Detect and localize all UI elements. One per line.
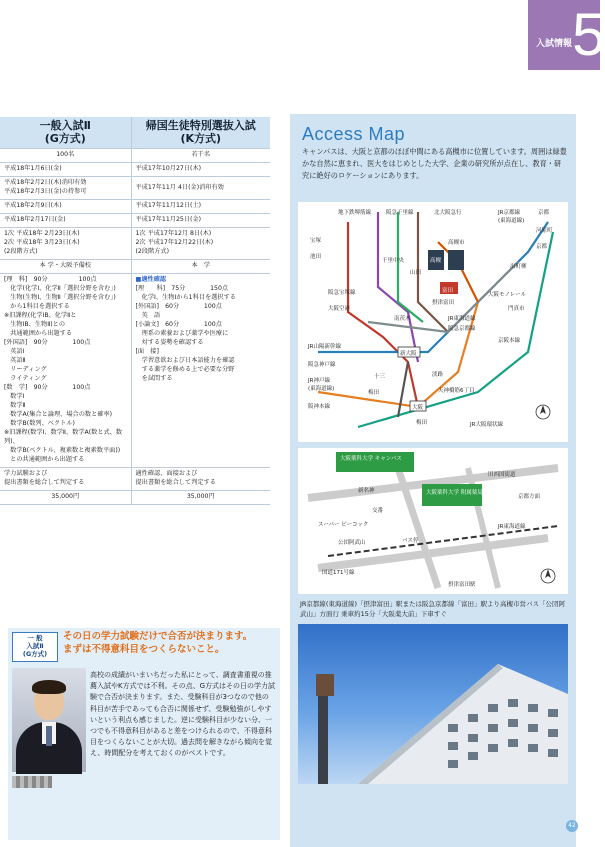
map-label: 阪急宝塚線	[328, 290, 356, 296]
student-photo	[12, 668, 86, 772]
access-description: キャンパスは、大阪と京都のほぼ中間にある高槻市に位置しています。周囲は緑豊かな自然に恵まれ、医大をはじめとした大学、企業の研究所が点在し、教育・研究に絶好のロケーションにあります。	[302, 147, 567, 180]
cell-general: 平成18年2月9日(木)	[0, 200, 131, 214]
map-label: (東海道線)	[308, 386, 335, 392]
map-label: 大阪空港	[328, 306, 351, 312]
map-label: 高槻市	[448, 240, 465, 246]
access-map-title: Access Map	[302, 124, 406, 144]
map-label: 高槻	[430, 258, 442, 264]
cell-returnee: 本 学	[131, 260, 270, 274]
map-label: スーパー ピーコック	[318, 522, 369, 528]
exam-comparison-table	[0, 117, 270, 505]
map-label: 梅田	[416, 420, 428, 426]
north-arrow-icon	[541, 569, 555, 583]
map-label: 京都	[538, 210, 550, 216]
map-label: 十三	[374, 374, 386, 380]
map-label: 梅田	[368, 390, 380, 396]
map-label: 天神橋筋6丁目	[438, 388, 475, 394]
map-label: 京都	[536, 244, 548, 250]
cell-assessment-general: 学力試験および 提出書類を総合して判定する	[0, 467, 131, 490]
map-label: 阪神本線	[308, 404, 331, 410]
map-label: JR東海道線	[448, 316, 476, 322]
cell-general: 平成18年2月2日(木)消印有効 平成18年2月3日(金)の持参可	[0, 177, 131, 200]
map-label: 出町柳	[510, 264, 527, 270]
map-label: 河原町	[536, 228, 553, 234]
header-general-exam: 一般入試Ⅱ (G方式)	[0, 117, 131, 149]
cell-general: 100名	[0, 149, 131, 163]
map-label: 山田	[410, 270, 422, 276]
map-label: 富田	[442, 288, 454, 294]
cell-returnee: 平成17年11月 4日(金)消印有効	[131, 177, 270, 200]
railway-map	[298, 202, 568, 442]
access-panel	[290, 114, 576, 847]
map-label: JR京都線	[498, 210, 520, 216]
cell-general: 本 学・大阪予備校	[0, 260, 131, 274]
map-label: 新名神	[358, 488, 375, 494]
student-interview	[8, 628, 280, 840]
map-label: 地下鉄堺筋線	[338, 210, 372, 216]
map-label: 京阪本線	[498, 338, 521, 344]
cell-general: 平成18年2月17日(金)	[0, 214, 131, 228]
map-label: 阪急千里線	[386, 210, 414, 216]
map-label: 摂津富田	[432, 300, 455, 306]
table-row-subjects	[0, 274, 270, 468]
map-label: 旧西国街道	[488, 472, 516, 478]
cell-fee-returnee: 35,000円	[131, 490, 270, 504]
campus-street-map	[298, 448, 568, 594]
section-label: 入試情報	[536, 39, 573, 49]
header-returnee-exam: 帰国生徒特別選抜入試 (K方式)	[131, 117, 270, 149]
cell-returnee: 1次 平成17年12月 8日(木) 2次 平成17年12月22日(木) (2段階方式)	[131, 228, 270, 260]
table-row	[0, 177, 270, 200]
map-label: 宝塚	[310, 238, 322, 244]
table-row	[0, 163, 270, 177]
cell-returnee: 若干名	[131, 149, 270, 163]
page-number: 42	[566, 820, 578, 832]
table-row-assessment	[0, 467, 270, 490]
access-caption: JR京都線(東海道線)「摂津富田」駅または阪急京都線「富田」駅より高槻市営バス「公団阿武山」方面行 乗車約15分「大阪薬大前」下車すぐ	[300, 600, 566, 619]
table-row	[0, 200, 270, 214]
map-label: 京都方面	[518, 494, 541, 500]
map-label: 門真市	[508, 306, 525, 312]
cell-returnee: 平成17年11月12日(土)	[131, 200, 270, 214]
interview-body: 高校の成績がいまいちだった私にとって、調査書重視の推薦入試やK方式では不利。その点、G方式はその日の学力試験で合否が決まります。また、受験科目が3つなので他の科目が苦手であっても合否に関係せず、受験勉強がしやすいという利点も感じました。逆に受験科目が少ない分、一つでも不得意科目があると差をつけられるので、不得意科目をつくらないことが大切。過去問を解きながら傾向を覚え、時間配分を考えておくのがベストです。	[90, 671, 276, 758]
map-label: 公団阿武山	[338, 540, 366, 546]
map-label: 国道171号線	[322, 570, 355, 576]
map-label: JR山陽新幹線	[308, 344, 341, 350]
blurred-name	[12, 776, 52, 788]
map-label: 池田	[310, 254, 322, 260]
map-label: 大阪モノレール	[488, 292, 527, 298]
aptitude-tag: ■適性確認	[135, 276, 167, 284]
cell-returnee: 平成17年11月25日(金)	[131, 214, 270, 228]
map-label: JR神戸線	[308, 378, 330, 384]
map-label: 南茨木	[394, 316, 411, 322]
cell-subjects-returnee: ■適性確認 [理 科] 75分 150点 化学Ⅰ、生物Ⅰから1科目を選択する [外国語] 60分 100点 英 語 [小論文] 60分 100点 理系の素養および薬学や医療に 対する姿勢を確認する [面 接] 学習意欲および日本語能力を確認 する薬学を修める上で必要な分野 を試問する	[131, 274, 270, 468]
table-row	[0, 260, 270, 274]
cell-fee-general: 35,000円	[0, 490, 131, 504]
section-number: 5	[572, 1, 605, 68]
cell-assessment-returnee: 適性確認、面接および 提出書類を総合して判定する	[131, 467, 270, 490]
map-label: 交番	[372, 508, 384, 514]
map-label: 摂津富田駅	[448, 582, 476, 588]
map-label: JR大阪環状線	[470, 422, 503, 428]
cell-general: 1次 平成18年 2月23日(木) 2次 平成18年 3月23日(木) (2段階方式)	[0, 228, 131, 260]
cell-general: 平成18年1月6日(金)	[0, 163, 131, 177]
map-label: 大阪	[412, 405, 424, 411]
map-label: 千里中央	[382, 258, 405, 264]
map-label: 大阪薬科大学 キャンパス	[340, 456, 402, 462]
map-label: 大阪薬科大学 附属薬局	[426, 490, 483, 496]
cell-subjects-general: [理 科] 90分 100点 化学(化学Ⅰ、化学Ⅱ「選択分野を含む」) 生物(生物Ⅰ、生物Ⅱ「選択分野を含む」) から1科目を選択する ※旧課程(化学ⅠB、化学Ⅱと 生物ⅠB、生物Ⅱ)との 共通範囲から出題する [外国語] 90分 100点 英語Ⅰ 英語Ⅱ リーディング ライティング [数 学] 90分 100点 数学Ⅰ 数学Ⅱ 数学A(集合と論理、場合の数と確率) 数学B(数列、ベクトル) ※旧課程(数学Ⅰ、数学Ⅱ、数学A(数と式、数列)、 数学B(ベクトル、複素数と複素数平面)) との共通範囲から出題する	[0, 274, 131, 468]
map-label: 新大阪	[400, 351, 417, 357]
map-label: バス停	[402, 538, 419, 544]
table-row	[0, 228, 270, 260]
map-label: 北大阪急行	[434, 210, 462, 216]
table-row	[0, 149, 270, 163]
cell-returnee: 平成17年10月27日(木)	[131, 163, 270, 177]
table-row-fee	[0, 490, 270, 504]
exam-type-badge: 一 般 入試Ⅱ (G方式)	[12, 632, 58, 662]
map-label: 淡路	[432, 372, 444, 378]
interview-headline: その日の学力試験だけで合否が決まります。 まずは不得意科目をつくらないこと。	[63, 631, 253, 655]
north-arrow-icon	[536, 405, 550, 419]
section-tab	[528, 0, 605, 70]
map-label: 阪急京都線	[448, 326, 476, 332]
map-label: JR東海道線	[498, 524, 526, 530]
table-header-row	[0, 117, 270, 149]
table-row	[0, 214, 270, 228]
map-label: 阪急神戸線	[308, 362, 336, 368]
campus-building-photo	[298, 624, 568, 784]
map-label: (東海道線)	[498, 218, 525, 224]
